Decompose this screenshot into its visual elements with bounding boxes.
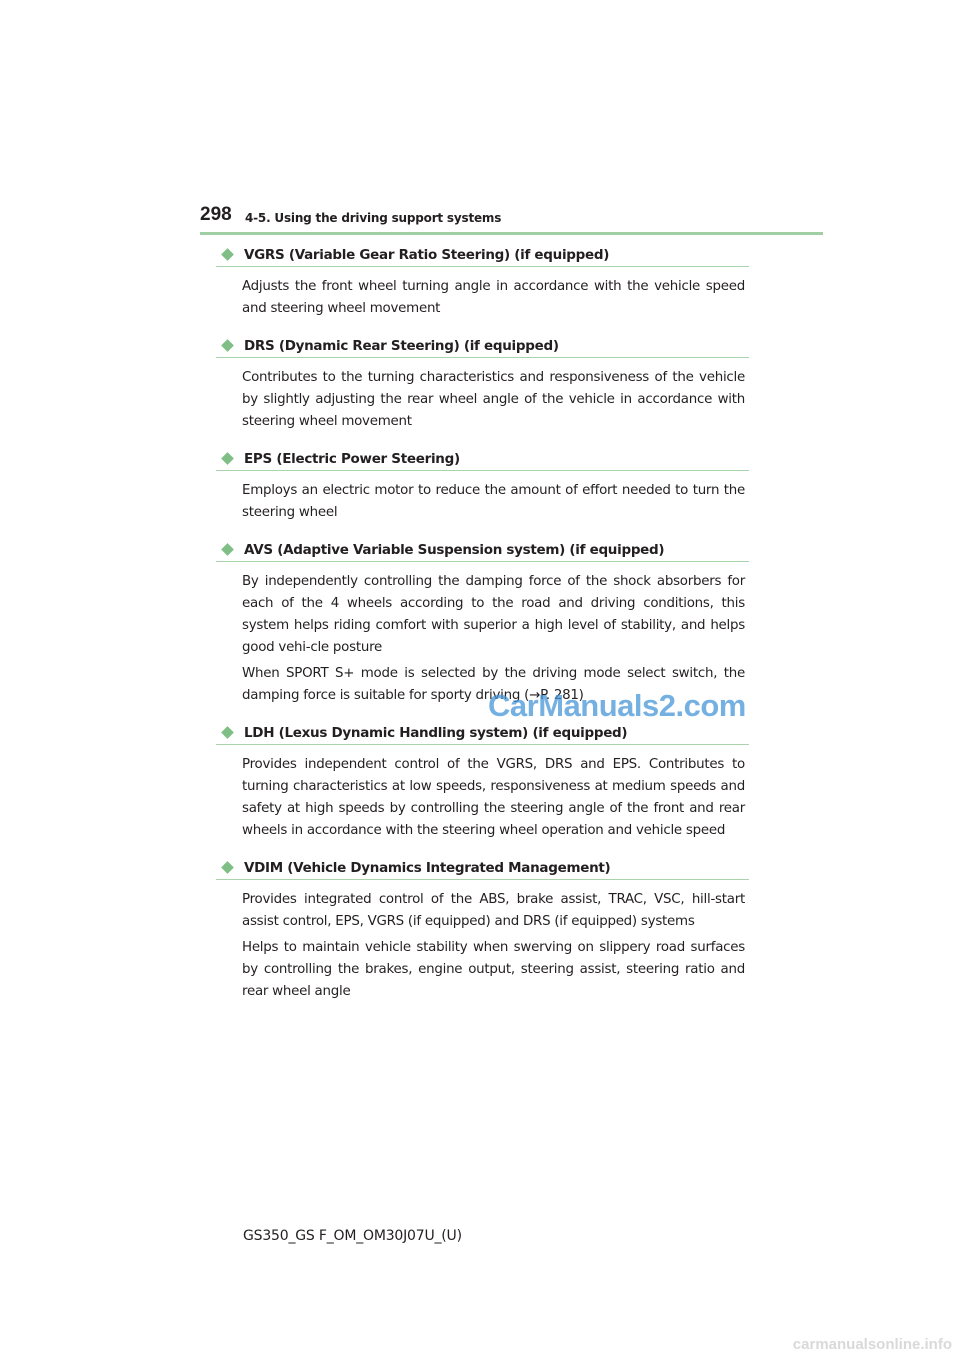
diamond-bullet-icon	[221, 861, 234, 874]
section-vdim	[216, 851, 749, 1003]
diamond-bullet-icon	[221, 543, 234, 556]
section-heading	[216, 442, 749, 471]
section-avs	[216, 533, 749, 707]
section-drs	[216, 329, 749, 433]
heading-text: LDH (Lexus Dynamic Handling system) (if equipped)	[244, 724, 628, 741]
section-heading	[216, 329, 749, 358]
section-heading	[216, 851, 749, 880]
footer-doc-code: GS350_GS F_OM_OM30J07U_(U)	[243, 1228, 462, 1244]
section-heading	[216, 533, 749, 562]
heading-text: DRS (Dynamic Rear Steering) (if equipped)	[244, 337, 559, 354]
content	[216, 238, 749, 1012]
heading-text: AVS (Adaptive Variable Suspension system) (if equipped)	[244, 541, 665, 558]
section-eps	[216, 442, 749, 524]
bottom-watermark: carmanualsonline.info	[792, 1336, 952, 1353]
paragraph: When SPORT S+ mode is selected by the driving mode select switch, the damping force is suitable for sporty driving (→P. 281)	[242, 666, 745, 703]
paragraph: Provides integrated control of the ABS, brake assist, TRAC, VSC, hill-start assist control, EPS, VGRS (if equipped) and DRS (if equipped) systems	[242, 892, 745, 929]
paragraph: Employs an electric motor to reduce the amount of effort needed to turn the steering wheel	[242, 483, 745, 520]
watermark-logo: CarManuals2.com	[488, 688, 746, 723]
heading-text: EPS (Electric Power Steering)	[244, 450, 460, 467]
diamond-bullet-icon	[221, 452, 234, 465]
section-vgrs	[216, 238, 749, 320]
paragraph: Provides independent control of the VGRS, DRS and EPS. Contributes to turning characteristics at low speeds, responsiveness at medium speeds and safety at high speeds by controlling the steering angle of the front and rear wheels in accordance with the steering wheel operation and vehicle speed	[242, 757, 745, 838]
heading-text: VGRS (Variable Gear Ratio Steering) (if equipped)	[244, 246, 610, 263]
section-ldh	[216, 716, 749, 842]
diamond-bullet-icon	[221, 339, 234, 352]
heading-text: VDIM (Vehicle Dynamics Integrated Management)	[244, 859, 611, 876]
paragraph: Contributes to the turning characteristics and responsiveness of the vehicle by slightly adjusting the rear wheel angle of the vehicle in accordance with steering wheel movement	[242, 370, 745, 429]
header-rule	[200, 232, 823, 235]
diamond-bullet-icon	[221, 726, 234, 739]
paragraph: Adjusts the front wheel turning angle in accordance with the vehicle speed and steering wheel movement	[242, 279, 745, 316]
section-heading	[216, 238, 749, 267]
paragraph: Helps to maintain vehicle stability when swerving on slippery road surfaces by controlling the brakes, engine output, steering assist, steering ratio and rear wheel angle	[242, 940, 745, 999]
section-title: 4-5. Using the driving support systems	[245, 211, 502, 225]
diamond-bullet-icon	[221, 248, 234, 261]
page-number: 298	[200, 204, 232, 225]
paragraph: By independently controlling the damping force of the shock absorbers for each of the 4 wheels according to the road and driving conditions, this system helps riding comfort with superior a high level of stability, and helps good vehi-cle posture	[242, 574, 745, 655]
